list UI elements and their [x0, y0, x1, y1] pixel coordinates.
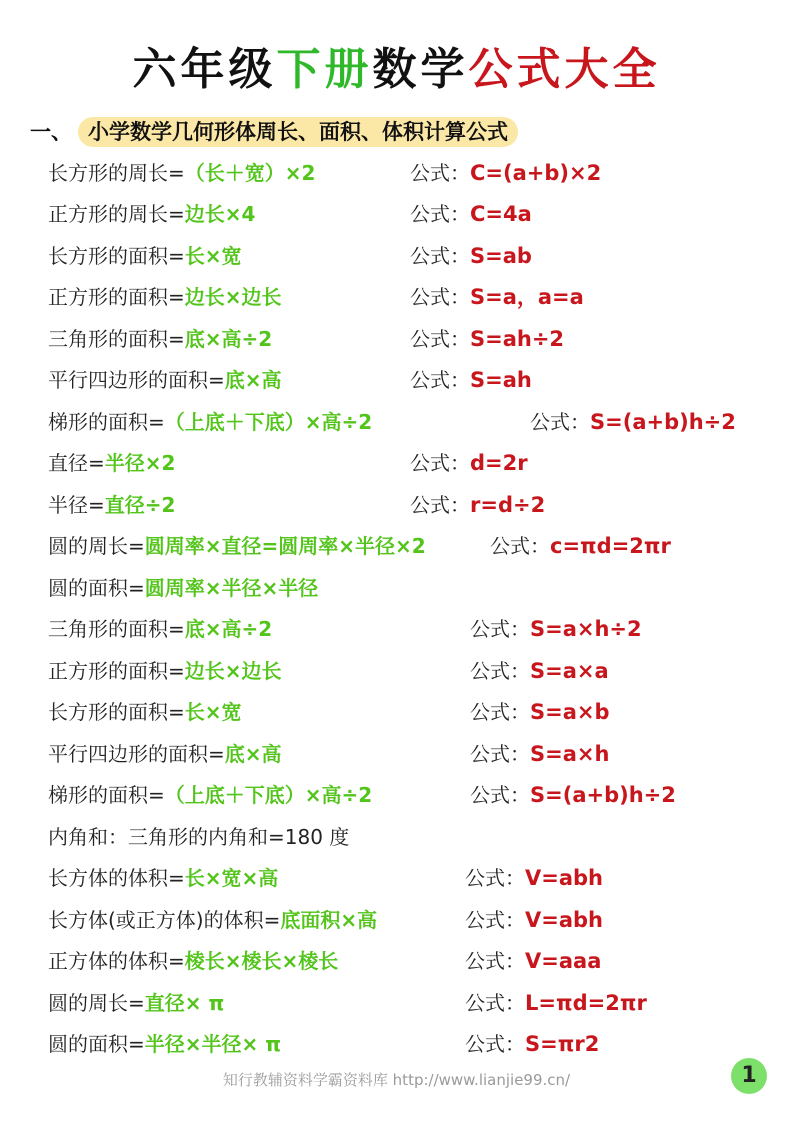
- formula-row: [48, 858, 278, 898]
- formula-prefix: 公式：: [490, 534, 550, 558]
- formula-symbolic: [530, 402, 736, 442]
- formula-row: [48, 609, 272, 649]
- formula-label: 圆的周长=: [48, 534, 145, 558]
- formula-expression: 棱长×棱长×棱长: [184, 949, 339, 973]
- formula-symbolic: [465, 983, 647, 1023]
- formula-label: 圆的周长=: [48, 991, 145, 1015]
- formula-expression: 长×宽×高: [184, 866, 279, 890]
- formula-label: 圆的面积=: [48, 576, 145, 600]
- formula-symbolic: [410, 277, 584, 317]
- formula-symbolic: [410, 485, 545, 525]
- formula-row: [48, 775, 372, 815]
- formula-expression: 圆周率×直径=圆周率×半径×2: [144, 534, 426, 558]
- formula-row: [48, 900, 377, 940]
- formula-label: 正方体的体积=: [48, 949, 185, 973]
- formula-label: 平行四边形的面积=: [48, 368, 225, 392]
- formula-expression: 半径×2: [104, 451, 176, 475]
- formula-label: 半径=: [48, 493, 105, 517]
- formula-prefix: 公式：: [470, 700, 530, 724]
- formula-prefix: 公式：: [410, 161, 470, 185]
- formula-symbolic: [465, 1024, 599, 1064]
- formula-row: [48, 692, 242, 732]
- formula-expression: 底×高÷2: [184, 617, 273, 641]
- section-heading-text: 小学数学几何形体周长、面积、体积计算公式: [78, 117, 518, 147]
- formula-symbol-value: S=a×h: [530, 742, 610, 766]
- formula-symbolic: [470, 734, 609, 774]
- formula-row: [48, 651, 282, 691]
- formula-symbol-value: r=d÷2: [470, 493, 546, 517]
- formula-prefix: 公式：: [465, 1032, 525, 1056]
- formula-label: 长方形的周长=: [48, 161, 185, 185]
- formula-prefix: 公式：: [410, 244, 470, 268]
- formula-expression: 底×高: [224, 368, 282, 392]
- section-heading: [30, 115, 518, 149]
- formula-row: [48, 236, 242, 276]
- formula-prefix: 公式：: [470, 742, 530, 766]
- formula-symbol-value: C=4a: [470, 202, 532, 226]
- formula-symbolic: [465, 900, 603, 940]
- formula-expression: 底×高÷2: [184, 327, 273, 351]
- formula-label: 长方形的面积=: [48, 700, 185, 724]
- formula-symbolic: [465, 858, 603, 898]
- formula-symbolic: [410, 443, 528, 483]
- formula-symbol-value: V=abh: [525, 866, 604, 890]
- formula-prefix: 公式：: [530, 410, 590, 434]
- formula-symbol-value: S=a×b: [530, 700, 610, 724]
- page-title: [0, 40, 793, 100]
- formula-symbol-value: L=πd=2πr: [525, 991, 647, 1015]
- formula-symbolic: [410, 319, 564, 359]
- formula-prefix: 公式：: [470, 659, 530, 683]
- formula-row: [48, 568, 318, 608]
- formula-expression: （上底＋下底）×高÷2: [164, 410, 373, 434]
- formula-row: [48, 983, 224, 1023]
- formula-row: [48, 443, 175, 483]
- formula-label: 圆的面积=: [48, 1032, 145, 1056]
- formula-prefix: 公式：: [470, 783, 530, 807]
- formula-label: 正方形的面积=: [48, 659, 185, 683]
- formula-symbolic: [410, 194, 532, 234]
- formula-label: 三角形的面积=: [48, 617, 185, 641]
- formula-symbol-value: c=πd=2πr: [550, 534, 671, 558]
- title-part-grade: 六年级: [132, 44, 277, 95]
- formula-prefix: 公式：: [410, 285, 470, 309]
- formula-label: 梯形的面积=: [48, 410, 165, 434]
- formula-symbol-value: V=aaa: [525, 949, 602, 973]
- formula-prefix: 公式：: [410, 327, 470, 351]
- formula-prefix: 公式：: [465, 866, 525, 890]
- formula-expression: （长＋宽）×2: [184, 161, 316, 185]
- formula-prefix: 公式：: [470, 617, 530, 641]
- formula-expression: 长×宽: [184, 700, 242, 724]
- formula-symbolic: [470, 692, 610, 732]
- formula-symbolic: [470, 775, 676, 815]
- formula-prefix: 公式：: [465, 949, 525, 973]
- formula-symbolic: [490, 526, 671, 566]
- formula-expression: 半径×半径× π: [144, 1032, 282, 1056]
- formula-prefix: 公式：: [410, 368, 470, 392]
- section-number: 一、: [30, 120, 72, 144]
- formula-row: [48, 402, 372, 442]
- formula-row: [48, 1024, 281, 1064]
- formula-prefix: 公式：: [465, 991, 525, 1015]
- formula-symbol-value: S=(a+b)h÷2: [590, 410, 736, 434]
- formula-symbol-value: S=ah÷2: [470, 327, 565, 351]
- formula-row: [48, 153, 315, 193]
- formula-prefix: 公式：: [410, 493, 470, 517]
- formula-row: [48, 817, 349, 857]
- formula-label: 三角形的面积=: [48, 327, 185, 351]
- formula-expression: 直径÷2: [104, 493, 176, 517]
- formula-label: 平行四边形的面积=: [48, 742, 225, 766]
- formula-expression: 底面积×高: [280, 908, 378, 932]
- formula-label: 正方形的面积=: [48, 285, 185, 309]
- formula-prefix: 公式：: [465, 908, 525, 932]
- formula-expression: 边长×4: [184, 202, 256, 226]
- formula-expression: 边长×边长: [184, 659, 282, 683]
- formula-prefix: 公式：: [410, 202, 470, 226]
- formula-symbolic: [410, 236, 532, 276]
- formula-symbol-value: S=(a+b)h÷2: [530, 783, 676, 807]
- formula-label: 梯形的面积=: [48, 783, 165, 807]
- formula-expression: 边长×边长: [184, 285, 282, 309]
- formula-symbol-value: S=a×a: [530, 659, 609, 683]
- title-part-subject: 数学: [372, 44, 469, 95]
- formula-symbol-value: S=ab: [470, 244, 532, 268]
- formula-symbol-value: d=2r: [470, 451, 528, 475]
- formula-symbolic: [470, 609, 642, 649]
- formula-symbol-value: S=a，a=a: [470, 285, 584, 309]
- formula-row: [48, 319, 272, 359]
- formula-label: 长方体(或正方体)的体积=: [48, 908, 281, 932]
- formula-symbol-value: S=πr2: [525, 1032, 600, 1056]
- formula-row: [48, 485, 175, 525]
- formula-expression: 直径× π: [144, 991, 225, 1015]
- formula-label: 长方形的面积=: [48, 244, 185, 268]
- formula-row: [48, 734, 282, 774]
- formula-symbol-value: V=abh: [525, 908, 604, 932]
- formula-row: [48, 194, 255, 234]
- formula-prefix: 公式：: [410, 451, 470, 475]
- title-part-volume: 下册: [276, 44, 373, 95]
- formula-symbol-value: C=(a+b)×2: [470, 161, 602, 185]
- formula-symbolic: [410, 360, 532, 400]
- formula-expression: 长×宽: [184, 244, 242, 268]
- formula-row: [48, 277, 282, 317]
- formula-label: 长方体的体积=: [48, 866, 185, 890]
- formula-expression: 圆周率×半径×半径: [144, 576, 319, 600]
- page-number-badge: 1: [731, 1058, 767, 1094]
- title-part-collection: 公式大全: [468, 44, 661, 95]
- formula-symbolic: [465, 941, 601, 981]
- formula-label: 直径=: [48, 451, 105, 475]
- formula-expression: 底×高: [224, 742, 282, 766]
- formula-row: [48, 526, 426, 566]
- formula-symbolic: [410, 153, 601, 193]
- formula-row: [48, 941, 338, 981]
- formula-expression: （上底＋下底）×高÷2: [164, 783, 373, 807]
- formula-label: 内角和：三角形的内角和=180 度: [48, 825, 350, 849]
- formula-symbolic: [470, 651, 609, 691]
- formula-symbol-value: S=a×h÷2: [530, 617, 642, 641]
- footer-watermark: 知行教辅资料学霸资料库 http://www.lianjie99.cn/: [222, 1071, 571, 1089]
- formula-row: [48, 360, 282, 400]
- formula-label: 正方形的周长=: [48, 202, 185, 226]
- formula-symbol-value: S=ah: [470, 368, 532, 392]
